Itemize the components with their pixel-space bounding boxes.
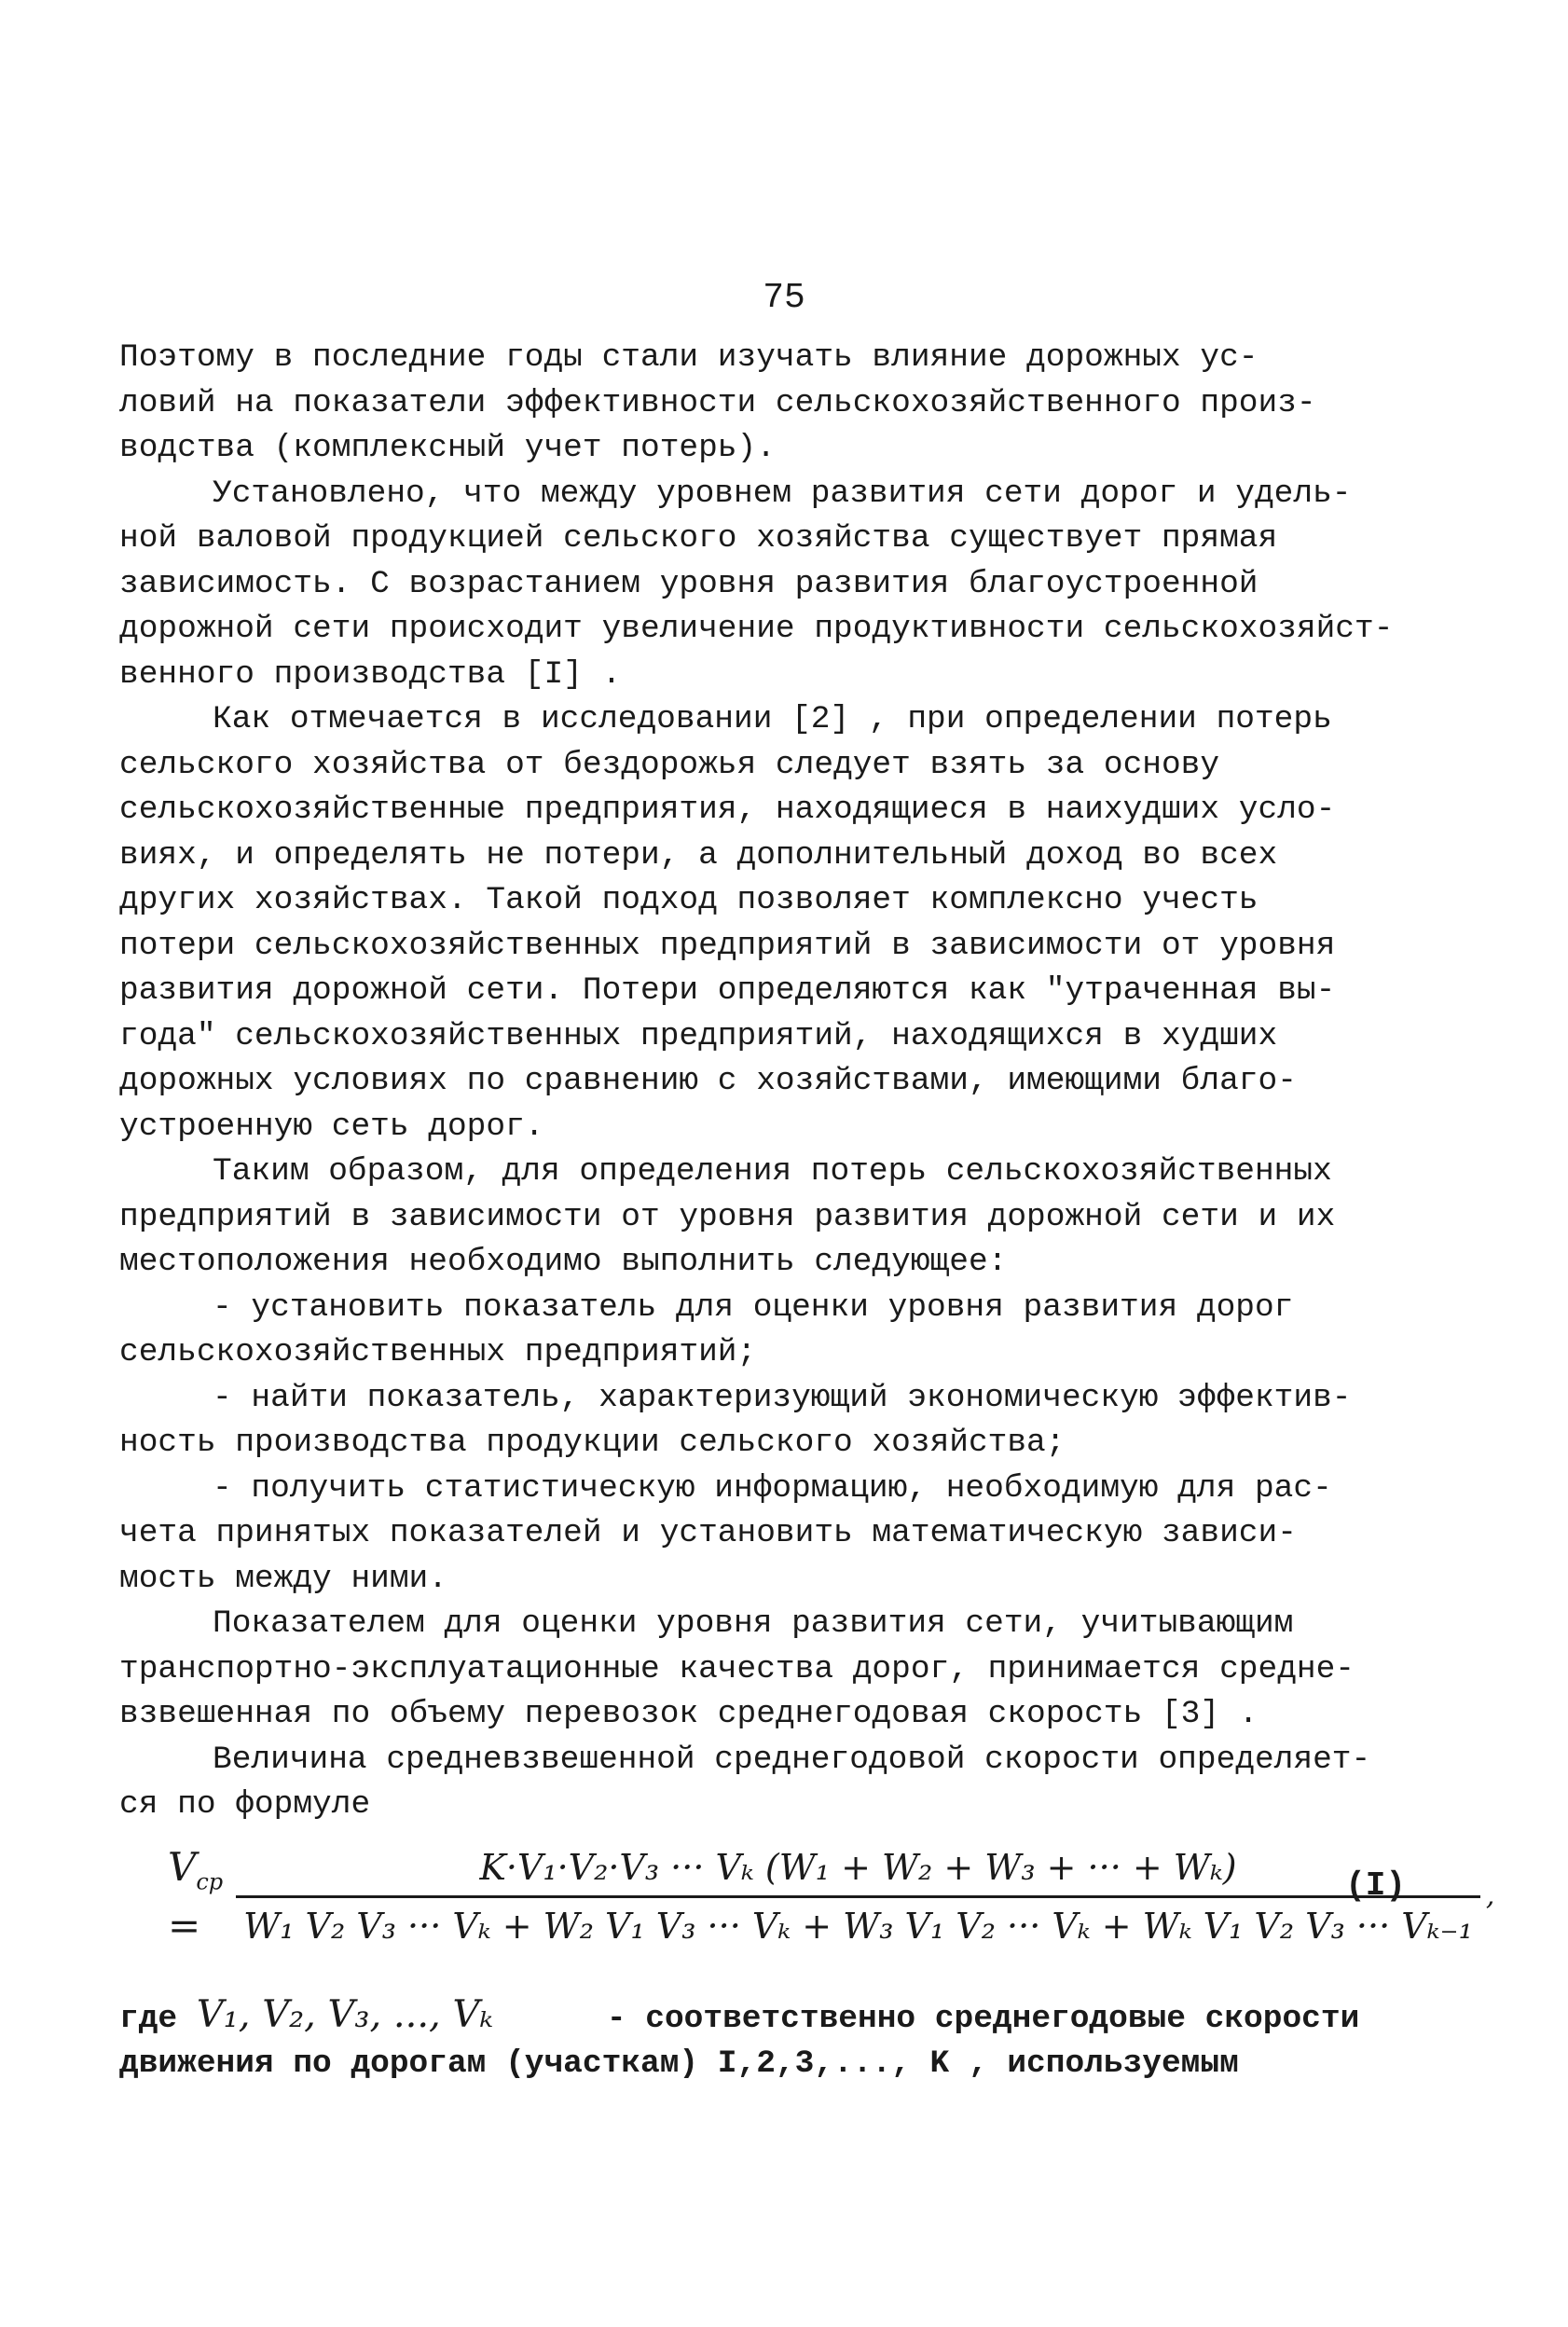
text-line: водства (комплексный учет потерь). <box>119 430 776 466</box>
paragraph-2 <box>119 472 1394 698</box>
text-line: Показателем для оценки уровня развития сети, учитывающим <box>213 1605 1294 1642</box>
formula-denominator: W₁ V₂ V₃ ··· Vₖ + W₂ V₁ V₃ ··· Vₖ + W₃ V₁ V₂ ··· Vₖ + Wₖ V₁ V₂ V₃ ··· Vₖ₋₁ <box>236 1895 1480 1949</box>
page-number: 75 <box>763 278 805 318</box>
text-line: зависимость. С возрастанием уровня развития благоустроенной <box>119 565 1259 602</box>
where-text: - соответственно среднегодовые скорости <box>606 2000 1360 2037</box>
formula-lhs <box>168 1845 223 1949</box>
equation-number: (I) <box>1345 1866 1406 1905</box>
text-line: дорожных условиях по сравнению с хозяйствами, имеющими благо- <box>119 1063 1297 1099</box>
text-line: транспортно-эксплуатационные качества дорог, принимается средне- <box>119 1650 1355 1687</box>
text-line: Установлено, что между уровнем развития сети дорог и удель- <box>213 475 1352 512</box>
formula-block <box>119 1832 1495 1990</box>
where-paragraph <box>119 1992 1387 2087</box>
list-item <box>119 1286 1387 1376</box>
formula-lhs-subscript: ср <box>196 1867 224 1894</box>
text-line: Поэтому в последние годы стали изучать влияние дорожных ус- <box>119 339 1259 376</box>
text-line: Величина средневзвешенной среднегодовой скорости определяет- <box>213 1741 1371 1778</box>
text-line: местоположения необходимо выполнить следующее: <box>119 1244 1008 1280</box>
text-line: сельскохозяйственных предприятий; <box>119 1334 757 1370</box>
text-line: сельского хозяйства от бездорожья следует взять за основу <box>119 746 1220 783</box>
formula-numerator: K·V₁·V₂·V₃ ··· Vₖ (W₁ + W₂ + W₃ + ··· + Wₖ) <box>479 1846 1237 1888</box>
text-line: виях, и определять не потери, а дополнительный доход во всех <box>119 836 1278 874</box>
text-line: сельскохозяйственные предприятия, находящиеся в наихудших усло- <box>119 792 1336 828</box>
text-line: - получить статистическую информацию, необходимую для рас- <box>213 1469 1332 1507</box>
formula-fraction <box>236 1845 1480 1949</box>
text-line: развития дорожной сети. Потери определяются как "утраченная вы- <box>119 972 1336 1009</box>
text-line: дорожной сети происходит увеличение продуктивности сельскохозяйст- <box>119 611 1394 647</box>
where-label: где <box>119 2000 178 2037</box>
text-line: - установить показатель для оценки уровня развития дорог <box>213 1288 1294 1326</box>
text-line: венного производства [I] . <box>119 655 622 693</box>
text-line: мость между ними. <box>119 1560 447 1597</box>
formula-equals: = <box>168 1903 201 1949</box>
paragraph-4 <box>119 1150 1387 1286</box>
where-line <box>119 1992 1387 2043</box>
text-line: взвешенная по объему перевозок среднегодовая скорость [3] . <box>119 1696 1259 1732</box>
list-item <box>119 1466 1387 1603</box>
text-line: ной валовой продукцией сельского хозяйства существует прямая <box>119 520 1278 557</box>
text-line: ся по формуле <box>119 1786 371 1823</box>
text-line: - найти показатель, характеризующий экономическую эффектив- <box>213 1379 1352 1416</box>
text-line: потери сельскохозяйственных предприятий в зависимости от уровня <box>119 927 1336 964</box>
paragraph-6 <box>119 1738 1387 1828</box>
text-line: Таким образом, для определения потерь сельскохозяйственных <box>213 1153 1332 1190</box>
text-line: предприятий в зависимости от уровня развития дорожной сети и их <box>119 1198 1336 1235</box>
text-line: других хозяйствах. Такой подход позволяет комплексно учесть <box>119 882 1259 918</box>
text-line: чета принятых показателей и установить математическую зависи- <box>119 1515 1297 1551</box>
text-line: года" сельскохозяйственных предприятий, находящихся в худших <box>119 1017 1278 1054</box>
text-line: ловий на показатели эффективности сельскохозяйственного произ- <box>119 384 1316 421</box>
text-line: Как отмечается в исследовании [2] , при определении потерь <box>213 701 1332 737</box>
list-item <box>119 1376 1387 1466</box>
text-line: движения по дорогам (участкам) I,2,3,..., K , используемым <box>119 2045 1239 2082</box>
paragraph-5 <box>119 1602 1387 1738</box>
formula-lhs-symbol: V <box>168 1843 197 1890</box>
formula-tail: , <box>1485 1880 1495 1913</box>
body-text <box>119 336 1495 2087</box>
text-line: ность производства продукции сельского хозяйства; <box>119 1425 1066 1461</box>
text-line: устроенную сеть дорог. <box>119 1108 544 1145</box>
where-variables: V₁, V₂, V₃, ..., Vₖ <box>196 1992 493 2036</box>
task-list <box>119 1286 1387 1603</box>
paragraph-1 <box>119 336 1387 472</box>
paragraph-3 <box>119 697 1387 1150</box>
formula <box>168 1845 1494 1949</box>
